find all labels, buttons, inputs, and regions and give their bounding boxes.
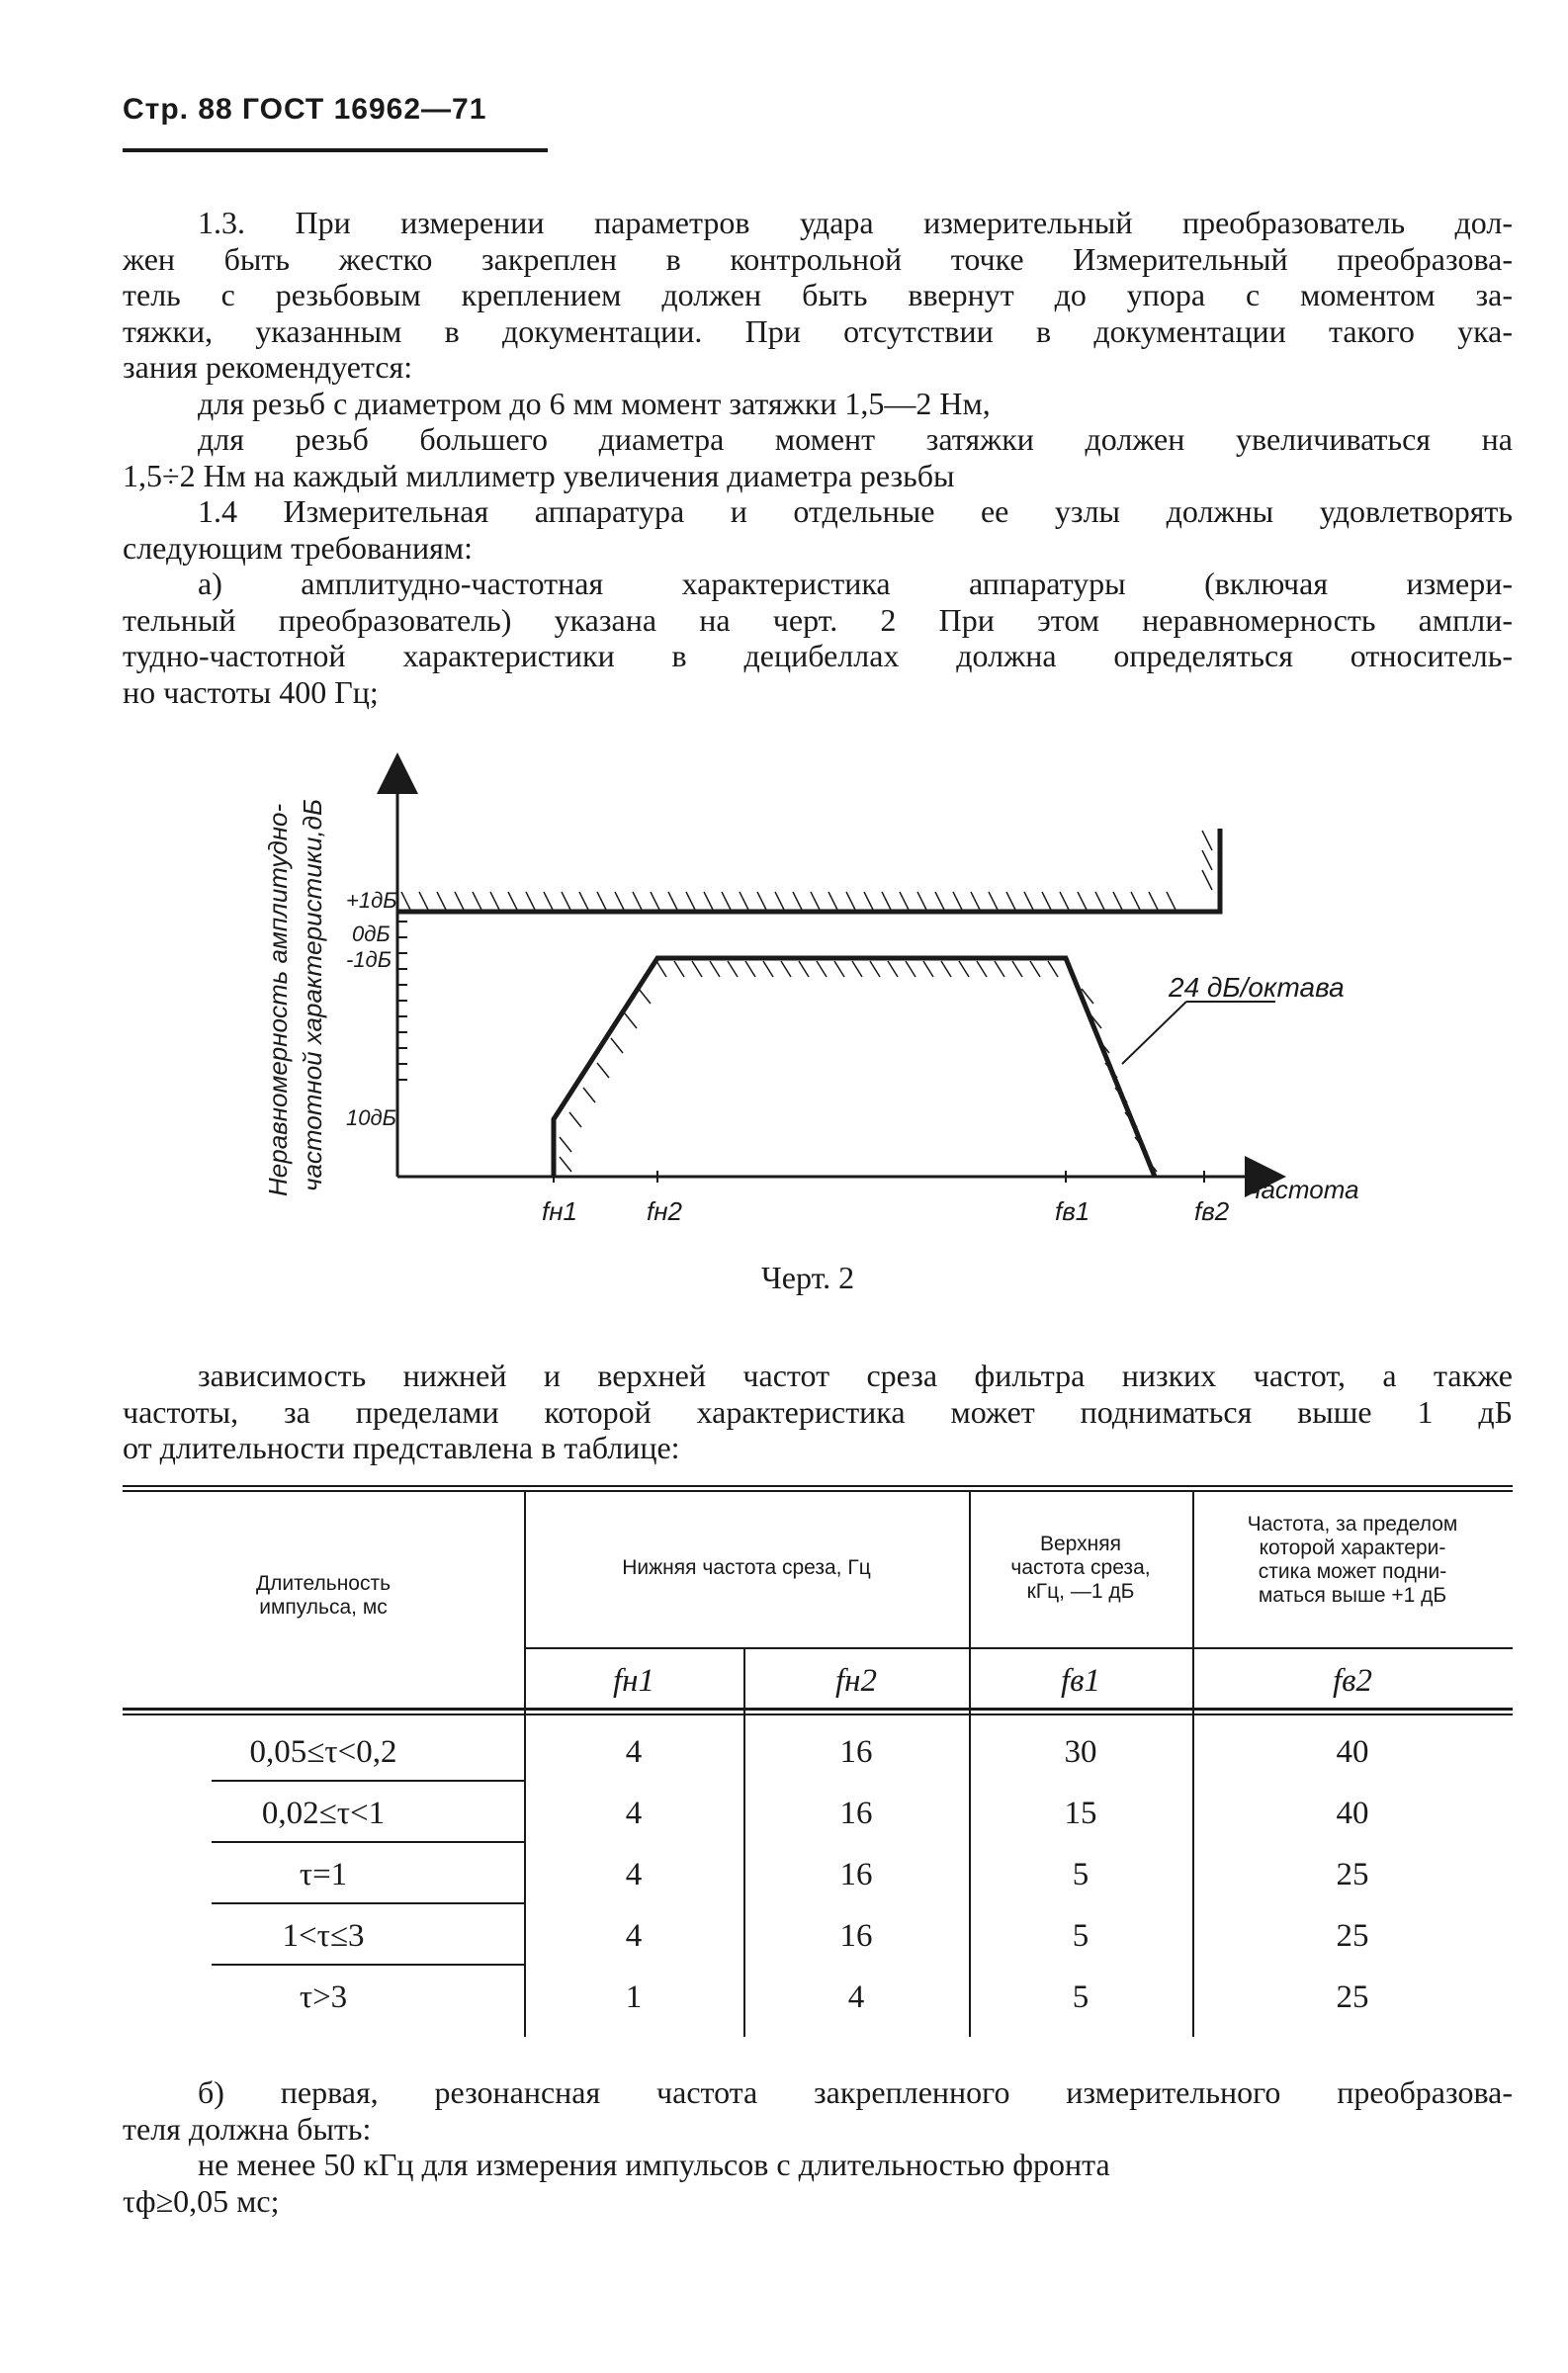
cell-f-n2: 16 <box>839 1734 873 1770</box>
upper-limit-hatching <box>401 831 1212 912</box>
text-line: а) амплитудно-частотная характеристика аппаратуры (включая измери- <box>198 566 1513 601</box>
table-row <box>123 1968 1513 2029</box>
table-row <box>123 1845 1513 1906</box>
paragraph-1-3 <box>123 205 1513 710</box>
header-upper-cutoff: Верхняя частота среза, кГц, —1 дБ <box>1010 1533 1151 1603</box>
header-lower-cutoff: Нижняя частота среза, Гц <box>622 1556 871 1579</box>
table-rule <box>123 1490 1513 1492</box>
text-line: τф≥0,05 мс; <box>123 2182 280 2219</box>
text-line: тяжки, указанным в документации. При отсутствии в документации такого ука- <box>123 312 1513 349</box>
header-rise-frequency: Частота, за пределом которой характери- стика может подни- маться выше +1 дБ <box>1247 1513 1458 1607</box>
cell-f-n1: 4 <box>625 1734 643 1770</box>
cell-duration: 0,02≤τ<1 <box>261 1796 386 1831</box>
cell-f-v1: 30 <box>1064 1734 1097 1770</box>
x-axis-label: частота <box>1248 1175 1359 1204</box>
chart-ylabel-line1: Неравномерность амплитудно- <box>263 803 293 1196</box>
annotation-leader <box>1122 1002 1186 1064</box>
y-tick-label: +1дБ <box>346 888 397 913</box>
text-line: 1,5÷2 Нм на каждый миллиметр увеличения диаметра резьбы <box>123 457 955 493</box>
cell-f-n1: 1 <box>625 1979 643 2015</box>
text-line: зависимость нижней и верхней частот среза фильтра низких частот, а также <box>198 1358 1513 1393</box>
paragraph-b <box>123 2074 1513 2219</box>
page-header: Стр. 88 ГОСТ 16962—71 <box>123 93 487 126</box>
text-line: жен быть жестко закреплен в контрольной точке Измерительный преобразова- <box>123 240 1513 277</box>
text-line: тельный преобразователь) указана на черт. 2 При этом неравномерность ампли- <box>123 601 1513 638</box>
cell-duration: 1<τ≤3 <box>282 1918 365 1954</box>
text-line: тудно-частотной характеристики в децибеллах должна определяться относитель- <box>123 638 1513 673</box>
x-tick-label: fв2 <box>1194 1196 1230 1226</box>
header-duration: Длительность импульса, мс <box>255 1572 392 1619</box>
chart-ylabel-line2: частотной характеристики,дБ <box>298 799 327 1191</box>
subheader-f-v1: fв1 <box>1061 1663 1100 1699</box>
text-line: тель с резьбовым креплением должен быть ввернут до упора с моментом за- <box>123 277 1513 312</box>
cutoff-frequency-table <box>123 1485 1513 2037</box>
cell-f-v2: 25 <box>1336 1979 1369 2015</box>
table-row <box>123 1784 1513 1845</box>
cell-duration: τ>3 <box>299 1979 348 2015</box>
x-tick-label: fн2 <box>647 1196 682 1226</box>
table-row <box>123 1722 1513 1784</box>
cell-f-n1: 4 <box>625 1918 643 1954</box>
cell-f-v2: 40 <box>1336 1734 1369 1770</box>
lower-limit-line <box>554 958 1155 1177</box>
text-line: частоты, за пределами которой характеристика может подниматься выше 1 дБ <box>123 1393 1513 1430</box>
y-tick-label: 10дБ <box>346 1105 396 1130</box>
figure-caption: Черт. 2 <box>761 1260 855 1295</box>
table-rule <box>123 1485 1513 1487</box>
subheader-f-n1: fн1 <box>612 1663 655 1699</box>
cell-f-v1: 15 <box>1064 1796 1097 1831</box>
paragraph-table-intro <box>123 1358 1513 1466</box>
cell-duration: τ=1 <box>299 1857 348 1892</box>
cell-f-n1: 4 <box>625 1796 643 1831</box>
text-line: 1.4 Измерительная аппаратура и отдельные ее узлы должны удовлетворять <box>198 493 1513 529</box>
table-body <box>123 1722 1513 2029</box>
text-line: не менее 50 кГц для измерения импульсов с длительностью фронта <box>198 2147 1110 2182</box>
text-line: но частоты 400 Гц; <box>123 673 379 710</box>
cell-f-v1: 5 <box>1072 1857 1089 1892</box>
upper-limit-line <box>397 829 1220 912</box>
table-rule <box>123 1708 1513 1711</box>
y-tick-label: -1дБ <box>346 947 392 972</box>
cell-duration: 0,05≤τ<0,2 <box>249 1734 397 1770</box>
cell-f-n2: 16 <box>839 1918 873 1954</box>
x-tick-label: fн1 <box>542 1196 577 1226</box>
text-line: для резьб с диаметром до 6 мм момент затяжки 1,5—2 Нм, <box>198 385 991 421</box>
lower-limit-hatching <box>560 961 1157 1172</box>
x-tick-label: fв1 <box>1055 1196 1090 1226</box>
subheader-f-v2: fв2 <box>1333 1663 1372 1699</box>
text-line: от длительности представлена в таблице: <box>123 1430 680 1465</box>
cell-f-v2: 25 <box>1336 1918 1369 1954</box>
y-tick-label: 0дБ <box>352 922 391 946</box>
cell-f-n2: 16 <box>839 1857 873 1892</box>
text-line: следующим требованиям: <box>123 529 474 566</box>
slope-annotation: 24 дБ/октава <box>1169 972 1345 1003</box>
frequency-response-chart <box>247 751 1359 1226</box>
cell-f-n2: 16 <box>839 1796 873 1831</box>
subheader-f-n2: fн2 <box>834 1663 878 1699</box>
cell-f-n1: 4 <box>625 1857 643 1892</box>
table-row <box>123 1906 1513 1968</box>
cell-f-v1: 5 <box>1072 1979 1089 2015</box>
text-line: теля должна быть: <box>123 2110 372 2147</box>
table-rule <box>524 1647 1513 1649</box>
text-line: зания рекомендуется: <box>123 349 413 385</box>
cell-f-v2: 25 <box>1336 1857 1369 1892</box>
text-line: для резьб большего диаметра момент затяжки должен увеличиваться на <box>198 421 1513 457</box>
cell-f-v1: 5 <box>1072 1918 1089 1954</box>
text-line: б) первая, резонансная частота закрепленного измерительного преобразова- <box>198 2074 1513 2110</box>
header-rule <box>123 148 548 152</box>
cell-f-v2: 40 <box>1336 1796 1369 1831</box>
cell-f-n2: 4 <box>847 1979 865 2015</box>
table-rule <box>123 1714 1513 1715</box>
text-line: 1.3. При измерении параметров удара измерительный преобразователь дол- <box>198 205 1513 240</box>
